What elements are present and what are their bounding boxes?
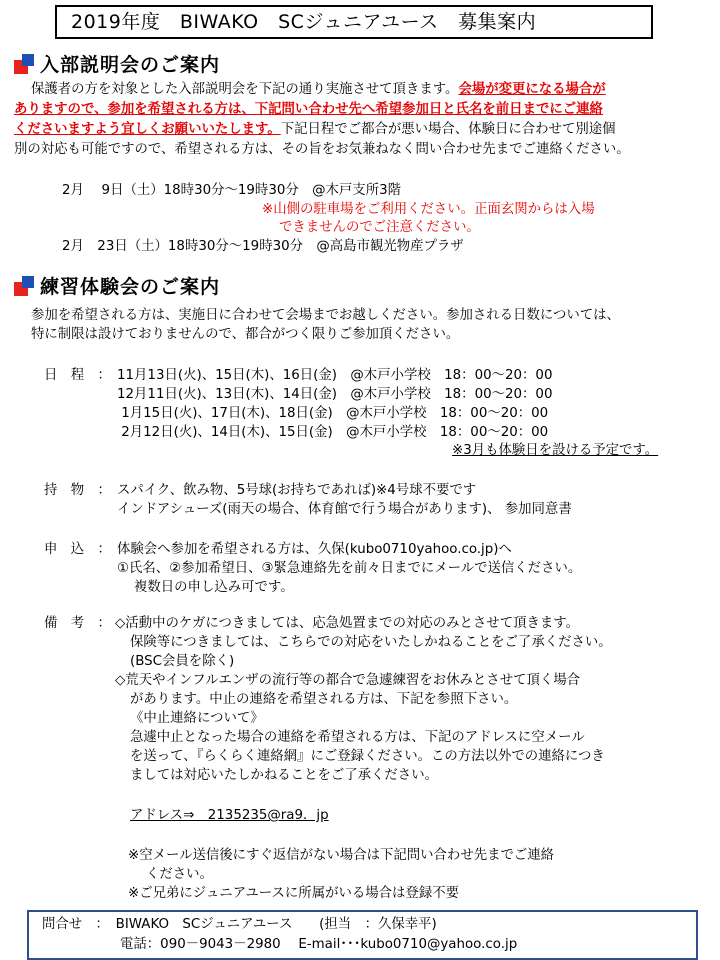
apply-label: 申 込 ： bbox=[44, 542, 111, 557]
page-title: 2019年度 BIWAKO SCジュニアユース 募集案内 bbox=[55, 5, 653, 39]
note-empty-mail-1: ※空メール送信後にすぐ返信がない場合は下記問い合わせ先までご連絡 bbox=[128, 848, 555, 863]
apply-line-1: 体験会へ参加を希望される方は、久保(kubo0710yahoo.co.jp)へ bbox=[117, 542, 512, 557]
apply-line-3: 複数日の申し込み可です。 bbox=[134, 580, 294, 595]
briefing-para-line3: くださいますよう宜しくお願いいたします。下記日程でご都合が悪い場合、体験日に合わせて別途個 bbox=[14, 122, 616, 137]
items-line-1: スパイク、飲み物、5号球(お持ちであれば)※4号球不要です bbox=[117, 483, 477, 498]
schedule-note: ※3月も体験日を設ける予定です。 bbox=[452, 443, 659, 458]
practice-intro-2: 特に制限は設けておりませんので、都合がつく限りご参加頂ください。 bbox=[31, 327, 460, 342]
practice-heading: 練習体験会のご案内 bbox=[40, 276, 221, 298]
briefing-note-1: ※山側の駐車場をご利用ください。正面玄関からは入場 bbox=[262, 202, 595, 217]
schedule-row: 2月12日(火)、14日(木)、15日(金) @木戸小学校 18：00～20：00 bbox=[117, 425, 549, 440]
briefing-heading: 入部説明会のご案内 bbox=[40, 54, 221, 76]
section-bullet-icon bbox=[14, 54, 34, 74]
contact-line-1: 問合せ ： BIWAKO SCジュニアユース (担当 ：久保幸平) bbox=[42, 917, 437, 932]
remarks-line: (BSC会員を除く) bbox=[130, 654, 235, 669]
apply-line-2: ①氏名、②参加希望日、③緊急連絡先を前々日までにメールで送信ください。 bbox=[117, 561, 582, 576]
note-empty-mail-2: ください。 bbox=[146, 867, 213, 882]
briefing-note-2: できませんのでご注意ください。 bbox=[279, 220, 480, 235]
contact-line-2: 電話：090－9043－2980 E-mail･･･kubo0710@yahoo.co.jp bbox=[120, 937, 518, 952]
practice-intro-1: 参加を希望される方は、実施日に合わせて会場までお越しください。参加される日数については、 bbox=[31, 308, 620, 323]
items-label: 持 物 ： bbox=[44, 483, 111, 498]
items-line-2: インドアシューズ(雨天の場合、体育館で行う場合があります)、 参加同意書 bbox=[117, 502, 572, 517]
briefing-para-line4: 別の対応も可能ですので、希望される方は、その旨をお気兼ねなく問い合わせ先までご連絡ください。 bbox=[14, 142, 630, 157]
section-bullet-icon bbox=[14, 276, 34, 296]
schedule-label: 日 程 ： bbox=[44, 368, 111, 383]
schedule-row: 11月13日(火)、15日(木)、16日(金) @木戸小学校 18：00～20：00 bbox=[117, 368, 553, 383]
briefing-para-line2: ありますので、参加を希望される方は、下記問い合わせ先へ希望参加日と氏名を前日までにご連絡 bbox=[14, 102, 603, 117]
schedule-row: 12月11日(火)、13日(木)、14日(金) @木戸小学校 18：00～20：00 bbox=[117, 387, 553, 402]
remarks-line: があります。中止の連絡を希望される方は、下記を参照下さい。 bbox=[130, 692, 518, 707]
remarks-label: 備 考 ： bbox=[44, 616, 111, 631]
schedule-row: 1月15日(火)、17日(木)、18日(金) @木戸小学校 18：00～20：00 bbox=[117, 406, 549, 421]
briefing-para-line1: 保護者の方を対象とした入部説明会を下記の通り実施させて頂きます。会場が変更になる場合が bbox=[31, 82, 606, 97]
remarks-line: 急遽中止となった場合の連絡を希望される方は、下記のアドレスに空メール bbox=[130, 730, 585, 745]
remarks-line: ましては対応いたしかねることをご了承ください。 bbox=[130, 768, 438, 783]
remarks-line: ◇荒天やインフルエンザの流行等の都合で急遽練習をお休みとさせて頂く場合 bbox=[115, 673, 581, 688]
note-siblings: ※ご兄弟にジュニアユースに所属がいる場合は登録不要 bbox=[128, 886, 459, 901]
remarks-line: 《中止連絡について》 bbox=[130, 711, 264, 726]
remarks-line: ◇活動中のケガにつきましては、応急処置までの対応のみとさせて頂きます。 bbox=[115, 616, 579, 631]
remarks-line: を送って、『らくらく連絡網』にご登録ください。この方法以外での連絡につき bbox=[130, 749, 605, 764]
briefing-date-2: 2月 23日（土）18時30分～19時30分 @高島市観光物産プラザ bbox=[62, 239, 464, 254]
remarks-line: 保険等につきましては、こちらでの対応をいたしかねることをご了承ください。 bbox=[130, 635, 612, 650]
address-link[interactable]: アドレス⇒ 2135235@ra9．jp bbox=[130, 808, 329, 823]
briefing-date-1: 2月 9日（土）18時30分～19時30分 @木戸支所3階 bbox=[62, 183, 402, 198]
